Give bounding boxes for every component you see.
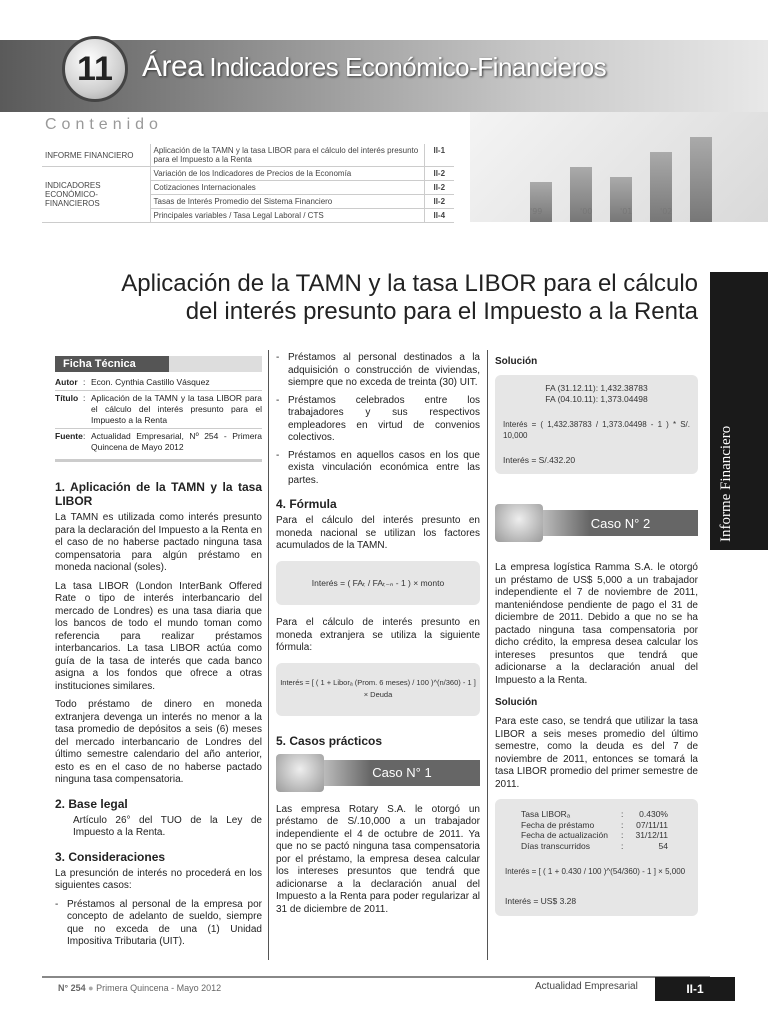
toc-item[interactable]: Tasas de Interés Promedio del Sistema Financiero	[150, 195, 424, 209]
ficha-value: Aplicación de la TAMN y la tasa LIBOR para el cálculo del interés presunto para el Impuesto a la Renta	[91, 393, 262, 425]
formula: Interés = ( 1,432.38783 / 1,373.04498 - 1 ) * S/. 10,000	[503, 420, 690, 440]
toc-page: II-4	[424, 209, 454, 223]
paragraph: La presunción de interés no procederá en los siguientes casos:	[55, 867, 262, 891]
footer-publication: Actualidad Empresarial	[535, 981, 638, 992]
caso-banner	[495, 504, 698, 542]
paragraph: Para este caso, se tendrá que utilizar la tasa LIBOR a seis meses promedio del último semestre, como la deuda es del 7 de noviembre de 2011, entonces se tomará la tasa LIBOR promedio del primer semestre de 2011.	[495, 716, 698, 790]
header-photo	[470, 112, 768, 222]
section-side-tab	[710, 272, 768, 550]
year-label: '01	[620, 207, 633, 216]
fa-value: FA (04.10.11): 1,373.04498	[545, 394, 648, 404]
data-row: Días transcurridos : 54	[521, 841, 688, 852]
paragraph: Todo préstamo de dinero en moneda extranjera devenga un interés no menor a la tasa promedio de depósitos a seis (6) meses del mercado interbancario de Londres del último semestre calendario del año anterior, esto es en el caso de no haberse pactado ninguna tasa compensatoria.	[55, 699, 262, 785]
side-tab-label: Informe Financiero	[718, 425, 734, 542]
list-item: - Préstamos celebrados entre los trabajadores y sus respectivos empleadores en virtud de convenios colectivos.	[276, 395, 480, 445]
footer-rule	[42, 976, 710, 978]
bullet-icon: ●	[88, 983, 94, 993]
toc-item[interactable]: Aplicación de la TAMN y la tasa LIBOR para el cálculo del interés presunto para el Impuesto a la Renta	[150, 144, 424, 167]
ficha-heading: Ficha Técnica	[55, 356, 262, 372]
toc-section: INFORME FINANCIERO	[42, 144, 150, 167]
ficha-tecnica: Ficha Técnica Autor : Econ. Cynthia Castillo Vásquez Título : Aplicación de la TAMN y la tasa LIBOR para el cálculo del interés presunto para el Impuesto a la Renta Fuente : Actualidad Empresarial, Nº 254 - Primera Quincena de Mayo 2012	[55, 356, 262, 462]
year-label: '99	[530, 207, 543, 216]
solution-box	[495, 799, 698, 916]
paragraph: Para el cálculo de interés presunto en moneda extranjera se utiliza la siguiente fórmula:	[276, 617, 480, 653]
people-photo-icon	[276, 754, 324, 792]
issue-number: N° 254	[58, 983, 86, 993]
list-item: - Préstamos al personal destinados a la adquisición o construcción de viviendas, siempre que no exceda de treinta (30) UIT.	[276, 352, 480, 390]
column-1	[55, 356, 262, 954]
row-key: Fecha de actualización	[521, 830, 608, 840]
toc-item[interactable]: Principales variables / Tasa Legal Laboral / CTS	[150, 209, 424, 223]
column-divider	[268, 350, 269, 960]
area-label: Área	[142, 50, 204, 83]
result: Interés = S/.432.20	[503, 455, 576, 465]
list-item: - Préstamos al personal de la empresa por concepto de adelanto de sueldo, siempre que no exceda de una (1) Unidad Impositiva Tributaria (UIT).	[55, 899, 262, 949]
people-photo-icon	[495, 504, 543, 542]
ficha-label: Autor	[55, 377, 78, 387]
data-row: Fecha de préstamo : 07/11/11	[521, 820, 688, 831]
data-row: Tasa LIBORₐ : 0.430%	[521, 809, 688, 820]
solution-box	[495, 375, 698, 474]
section-heading: 2. Base legal	[55, 796, 128, 811]
chapter-number: 11	[62, 36, 128, 102]
caso-label: Caso N° 1	[324, 760, 480, 786]
table-row	[42, 144, 454, 167]
formula-box	[276, 561, 480, 606]
paragraph: La TAMN es utilizada como interés presunto para la declaración del Impuesto a la Renta en el caso de no haberse pactado ninguna tasa compensatoria para algún préstamo en moneda nacional (soles).	[55, 512, 262, 573]
year-label: '00	[580, 207, 593, 216]
paragraph: Las empresa Rotary S.A. le otorgó un préstamo de S/.10,000 a un trabajador independiente el 4 de octubre de 2011. Ya que no se pactó ninguna tasa compensatoria por el préstamo, la empresa desea calcular los intereses presuntos que tendrá que adicionarse a la declaración anual del Impuesto a la Renta para poder regularizar al 31 de diciembre de 2011.	[276, 803, 480, 915]
table-row	[42, 167, 454, 181]
paragraph: La tasa LIBOR (London InterBank Offered Rate o tipo de interés interbancario del mercado de Londres) es una tasa diaria que los bancos de todo el mundo toman como referencia para realizar préstamos interbancarios. La tasa LIBOR actúa como guía de la tasa de interés que cada banco asigna a los fondos que ofrece a otras instituciones similares.	[55, 580, 262, 692]
fa-value: FA (31.12.11): 1,432.38783	[545, 383, 648, 393]
row-key: Fecha de préstamo	[521, 819, 595, 830]
page-number: II-1	[655, 977, 735, 1001]
row-key: Tasa LIBORₐ	[521, 809, 570, 819]
toc-item[interactable]: Cotizaciones Internacionales	[150, 181, 424, 195]
caso-banner	[276, 754, 480, 792]
footer-issue	[58, 983, 221, 993]
formula: Interés = [ ( 1 + Liborₐ (Prom. 6 meses) / 100 )^(n/360) - 1 ] × Deuda	[280, 677, 476, 699]
toc-page: II-2	[424, 195, 454, 209]
toc-section: INDICADORES ECONÓMICO-FINANCIEROS	[42, 167, 150, 223]
ficha-label: Título	[55, 393, 79, 403]
column-3	[495, 352, 698, 928]
formula: Interés = ( FAₜ / FAₜ₋ₙ - 1 ) × monto	[311, 577, 445, 588]
year-label: '02	[660, 207, 673, 216]
section-heading: 5. Casos prácticos	[276, 733, 383, 748]
section-heading: 4. Fórmula	[276, 497, 337, 511]
paragraph: Para el cálculo del interés presunto en moneda nacional se utilizan los factores acumulados de la TAMN.	[276, 515, 480, 551]
header-title	[142, 50, 606, 84]
title-line: del interés presunto para el Impuesto a la Renta	[185, 298, 698, 325]
row-value: 07/11/11	[636, 819, 668, 830]
row-value: 31/12/11	[635, 830, 668, 840]
solution-heading: Solución	[495, 697, 538, 708]
row-value: 54	[658, 840, 668, 851]
issue-period: Primera Quincena - Mayo 2012	[96, 983, 222, 993]
article-title	[40, 270, 698, 326]
contents-heading: Contenido	[45, 116, 163, 133]
row-value: 0.430%	[639, 809, 668, 819]
list-item: - Préstamos en aquellos casos en los que exista vinculación económica entre las partes.	[276, 450, 480, 488]
paragraph: Artículo 26° del TUO de la Ley de Impuesto a la Renta.	[73, 814, 262, 838]
caso-label: Caso N° 2	[543, 510, 698, 536]
data-row: Fecha de actualización : 31/12/11	[521, 830, 688, 841]
contents-table	[42, 144, 454, 223]
toc-page: II-1	[424, 144, 454, 167]
area-title: Indicadores Económico-Financieros	[209, 52, 607, 82]
ficha-value: Actualidad Empresarial, Nº 254 - Primera Quincena de Mayo 2012	[91, 431, 262, 452]
ficha-value: Econ. Cynthia Castillo Vásquez	[91, 377, 210, 387]
row-key: Días transcurridos	[521, 840, 590, 851]
toc-page: II-2	[424, 181, 454, 195]
column-divider	[487, 350, 488, 960]
toc-page: II-2	[424, 167, 454, 181]
result: Interés = US$ 3.28	[505, 895, 577, 906]
formula: Interés = [ ( 1 + 0.430 / 100 )^(54/360) - 1 ] × 5,000	[505, 867, 686, 876]
section-heading: 3. Consideraciones	[55, 849, 166, 864]
ficha-label: Fuente	[55, 431, 83, 441]
toc-item[interactable]: Variación de los Indicadores de Precios de la Economía	[150, 167, 424, 181]
solution-heading: Solución	[495, 356, 538, 367]
paragraph: La empresa logística Ramma S.A. le otorgó un préstamo de US$ 5,000 a un trabajador independiente el 7 de noviembre de 2011, manteniéndose pendiente de pago el 31 de diciembre de 2011. Debido a que no se ha pactado ninguna tasa compensatoria por dicho crédito, la empresa desea calcular los intereses presuntos que tendrá que adicionarse a la declaración anual del Impuesto a la Renta.	[495, 562, 698, 686]
formula-box	[276, 663, 480, 716]
column-2	[276, 352, 480, 922]
section-heading: 1. Aplicación de la TAMN y la tasa LIBOR	[55, 480, 262, 508]
title-line: Aplicación de la TAMN y la tasa LIBOR para el cálculo	[121, 270, 698, 297]
